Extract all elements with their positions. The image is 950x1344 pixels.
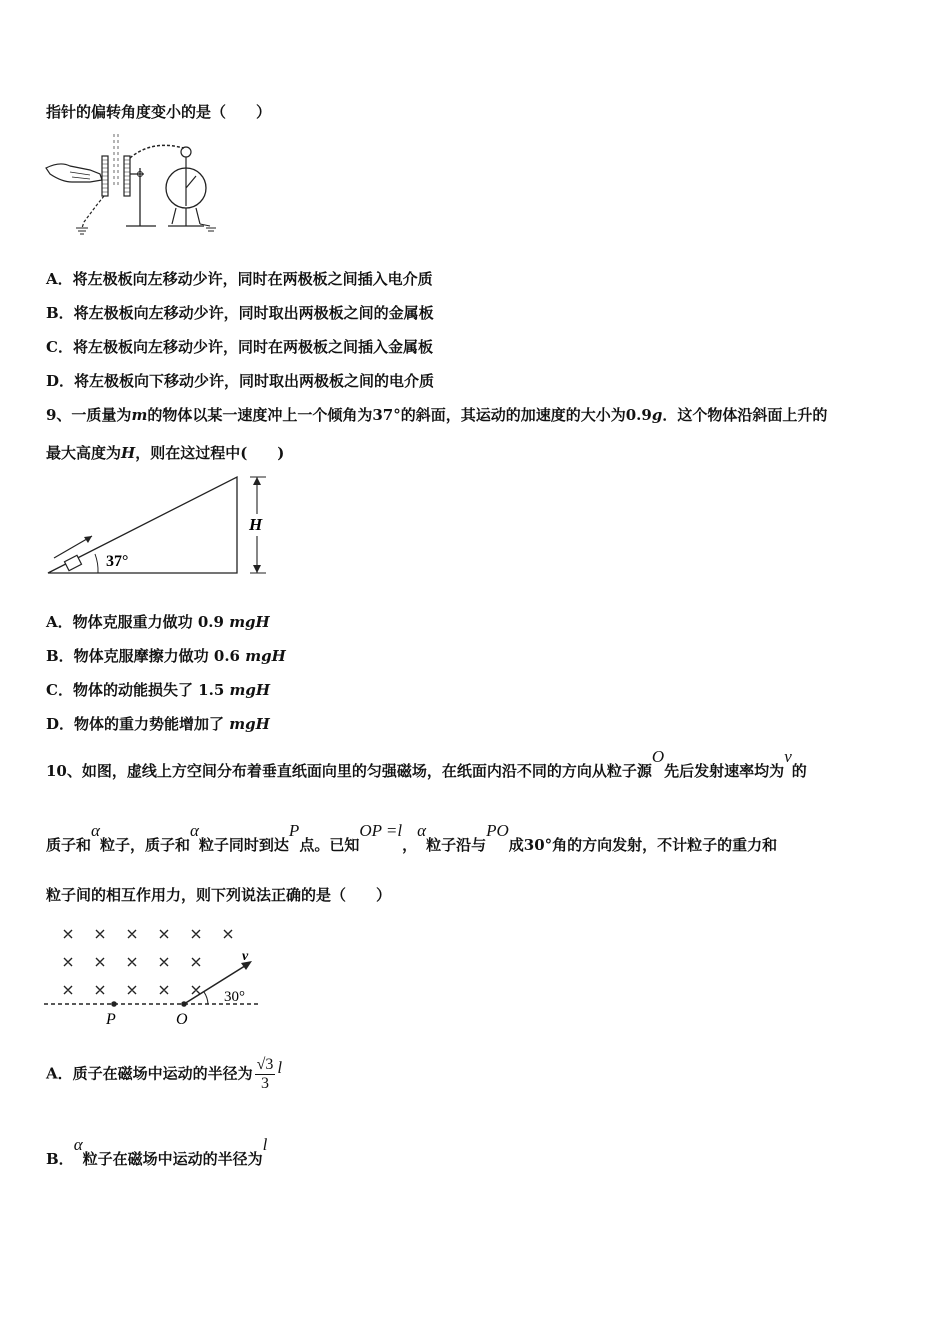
q8-option-a: A．将左极板向左移动少许，同时在两极板之间插入电介质 xyxy=(46,270,433,288)
q9-stem-line1: 9、一质量为m的物体以某一速度冲上一个倾角为37°的斜面，其运动的加速度的大小为0.9g．这个物体沿斜面上升的 xyxy=(46,406,828,424)
angle-30-label: 30° xyxy=(224,989,245,1005)
field-cross-marks xyxy=(64,930,232,994)
magnetic-field-figure xyxy=(44,924,270,1030)
point-o-label: O xyxy=(176,1011,188,1028)
incline-height-label: H xyxy=(249,515,263,534)
incline-angle-label: 37° xyxy=(106,553,129,570)
q9-option-a: A．物体克服重力做功 0.9 mgH xyxy=(46,613,270,631)
q8-option-c: C．将左极板向左移动少许，同时在两极板之间插入金属板 xyxy=(46,338,433,356)
q8-option-d: D．将左极板向下移动少许，同时取出两极板之间的电介质 xyxy=(46,372,435,390)
electroscope-capacitor-figure xyxy=(44,128,224,236)
q8-option-b: B．将左极板向左移动少许，同时取出两极板之间的金属板 xyxy=(46,304,434,322)
q9-option-d: D．物体的重力势能增加了 mgH xyxy=(46,715,270,733)
q10-option-a: A．质子在磁场中运动的半径为 $\frac{√3}{3}$ l xyxy=(46,1056,283,1092)
velocity-label: v xyxy=(242,949,249,964)
q8-stem-tail: 指针的偏转角度变小的是（ ） xyxy=(46,103,272,121)
sqrt3-over-3-fraction: $\frac{√3}{3}$ xyxy=(256,1056,274,1092)
incline-figure xyxy=(44,470,280,582)
q10-stem-line2: 质子和α粒子，质子和α粒子同时到达P点。已知OP =l，α粒子沿与PO成30°角的方向发射，不计粒子的重力和 xyxy=(46,821,778,854)
q10-stem-line3: 粒子间的相互作用力，则下列说法正确的是（ ） xyxy=(46,886,392,904)
q9-option-c: C．物体的动能损失了 1.5 mgH xyxy=(46,681,271,699)
q9-stem-line2: 最大高度为H，则在这过程中( ) xyxy=(46,444,285,462)
point-p-label: P xyxy=(106,1011,116,1028)
q10-option-b: B．α粒子在磁场中运动的半径为l xyxy=(46,1135,268,1168)
q10-stem-line1: 10、如图，虚线上方空间分布着垂直纸面向里的匀强磁场，在纸面内沿不同的方向从粒子源O先后发射速率均为v的 xyxy=(46,747,807,780)
q9-option-b: B．物体克服摩擦力做功 0.6 mgH xyxy=(46,647,286,665)
